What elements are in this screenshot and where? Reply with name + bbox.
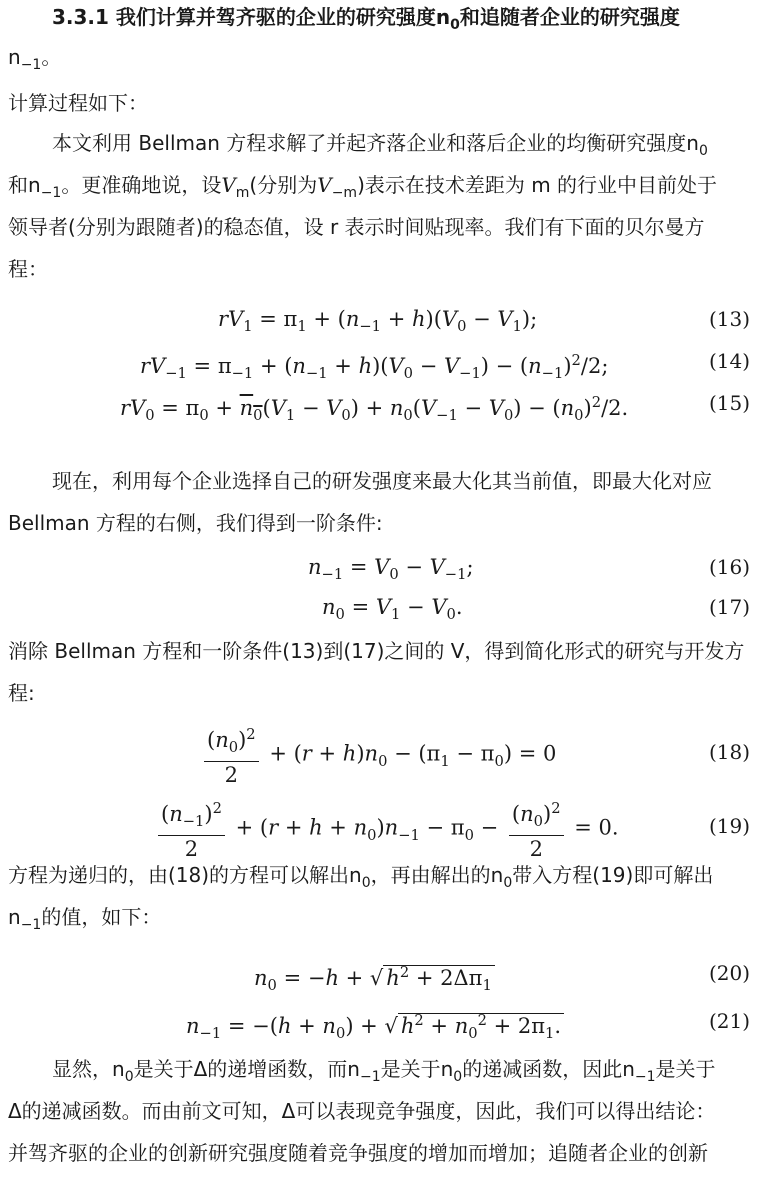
equation-14: $rV_{-1} = \pi_{-1} + (n_{-1} + h)(V_0 - V_{-1}) - (n_{-1})^2/2$; (14) — [0, 344, 762, 378]
equation-number: (20) — [708, 961, 750, 985]
section-heading: 3.3.1 我们计算并驾齐驱的企业的研究强度$n_0$和追随者企业的研究强度 — [52, 5, 680, 33]
equation-number: (19) — [708, 814, 750, 838]
paragraph-2-line-2: Bellman 方程的右侧，我们得到一阶条件: — [8, 511, 383, 535]
section-heading-continued: $n_{-1}$。 — [8, 45, 62, 73]
equation-number: (14) — [708, 349, 750, 373]
equation-number: (16) — [708, 555, 750, 579]
equation-16: $n_{-1} = V_0 - V_{-1}$; (16) — [0, 550, 762, 584]
paragraph-3-line-2: 程: — [8, 681, 35, 705]
equation-21: $n_{-1} = -(h + n_0)$ + √ $h^2 + n_0^2 + 2\pi_1$. (21) — [0, 1004, 762, 1038]
equation-number: (18) — [708, 740, 750, 764]
equation-number: (15) — [708, 391, 750, 415]
paragraph-2-line-1: 现在，利用每个企业选择自己的研发强度来最大化其当前值，即最大化对应 — [52, 469, 712, 493]
equation-number: (21) — [708, 1009, 750, 1033]
paragraph-3-line-1: 消除 Bellman 方程和一阶条件(13)到(17)之间的 V，得到简化形式的研究与开发方 — [8, 639, 745, 663]
equation-number: (17) — [708, 595, 750, 619]
paragraph-5-line-3: 并驾齐驱的企业的创新研究强度随着竞争强度的增加而增加；追随者企业的创新 — [8, 1141, 708, 1165]
equation-number: (13) — [708, 307, 750, 331]
paragraph-5-line-1: 显然，$n_0$是关于Δ的递增函数，而$n_{-1}$是关于$n_0$的递减函数，因此$n_{-1}$是关于 — [52, 1057, 716, 1085]
paragraph-4-line-1: 方程为递归的，由(18)的方程可以解出$n_0$，再由解出的$n_0$带入方程(19)即可解出 — [8, 863, 714, 891]
paragraph-5-line-2: Δ的递减函数。而由前文可知，Δ可以表现竞争强度，因此，我们可以得出结论： — [8, 1099, 716, 1123]
paragraph-4-line-2: $n_{-1}$的值，如下： — [8, 905, 162, 933]
equation-20: $n_0 = -h$ + √ $h^2 + 2\Delta\pi_1$ (20) — [0, 956, 762, 990]
paragraph-1-line-3: 领导者(分别为跟随者)的稳态值，设 r 表示时间贴现率。我们有下面的贝尔曼方 — [8, 215, 705, 239]
paragraph-1-line-2: 和$n_{-1}$。更准确地说，设$V_m$(分别为$V_{-m}$)表示在技术差距为 m 的行业中目前处于 — [8, 173, 718, 201]
equation-17: $n_0 = V_1 - V_0$. (17) — [0, 590, 762, 624]
paragraph-1-line-1: 本文利用 Bellman 方程求解了并起齐落企业和落后企业的均衡研究强度$n_0$ — [52, 131, 708, 159]
equation-15: $rV_0 = \pi_0 + n_0(V_1 - V_0) + n_0(V_{-1} - V_0) - (n_0)^2/2$. (15) — [0, 386, 762, 420]
equation-13: $rV_1 = \pi_1 + (n_{-1} + h)(V_0 - V_1)$; (13) — [0, 302, 762, 336]
equation-18: $\frac{(n_0)^2}{2}$ + $(r + h)n_0 - (\pi_1 - \pi_0) = 0$ (18) — [0, 722, 762, 782]
calc-intro: 计算过程如下： — [8, 91, 148, 115]
equation-19: $\frac{(n_{-1})^2}{2}$ + $(r + h + n_0)n_{-1} - \pi_0$ − $\frac{(n_0)^2}{2}$ = 0. (19) — [0, 796, 762, 856]
paragraph-1-line-4: 程： — [8, 257, 48, 281]
